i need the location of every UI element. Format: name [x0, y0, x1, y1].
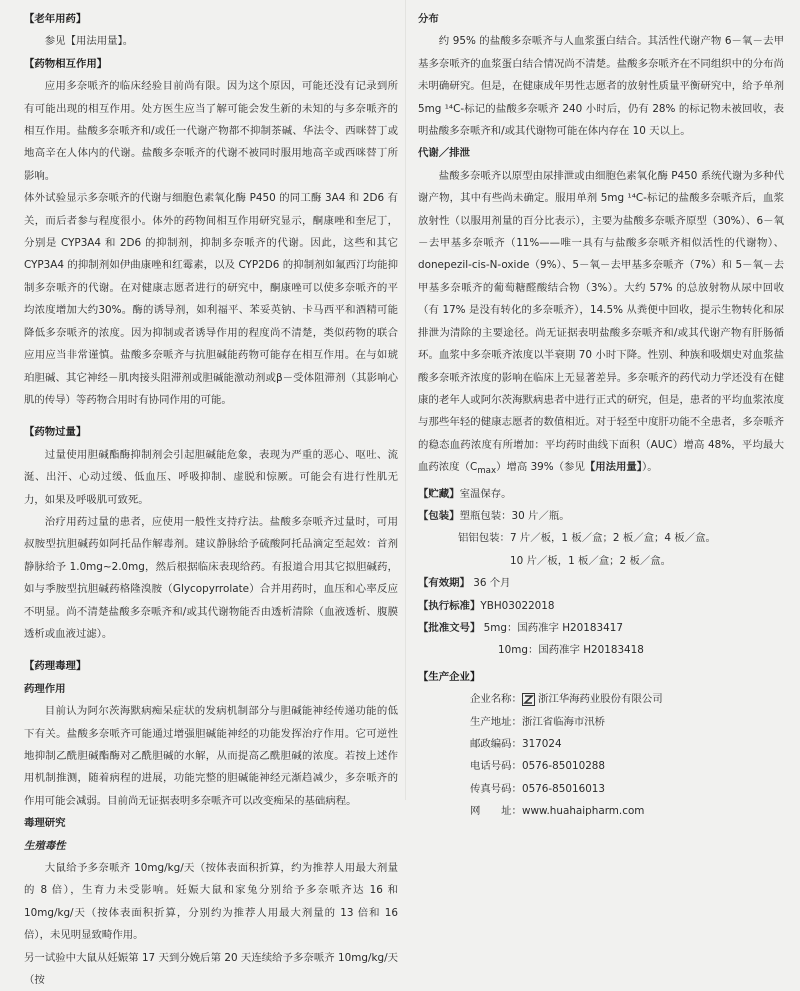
phone-label: 电话号码： — [470, 760, 522, 773]
pharmacology-title: 药理作用 — [24, 682, 66, 695]
overdose-section — [24, 421, 398, 645]
fax-value: 0576-85016013 — [521, 782, 606, 795]
validity-value: 36 个月 — [473, 577, 511, 590]
fax-row — [418, 778, 784, 800]
toxicology-title: 毒理研究 — [24, 817, 66, 830]
page-fold — [405, 0, 406, 800]
approval-label: 【批准文号】 — [418, 622, 481, 635]
website-row — [418, 800, 784, 822]
overdose-para-1: 过量使用胆碱酯酶抑制剂会引起胆碱能危象，表现为严重的恶心、呕吐、流涎、出汗、心动过缓、低血压、呼吸抑制、虚脱和惊厥。可能会有进行性肌无力，如果及呼吸肌可致死。 — [24, 448, 398, 506]
company-logo-icon — [522, 693, 535, 706]
pharm-tox-header: 【药理毒理】 — [24, 660, 87, 673]
metabolism-text-body: 盐酸多奈哌齐以原型由尿排泄或由细胞色素氧化酶 P450 系统代谢为多种代谢产物，其中有些尚未确定。服用单剂 5mg ¹⁴C-标记的盐酸多奈哌齐后，血浆放射性（以服用剂量的百分比表示），主要为盐酸多奈哌齐原型（30%）、6－氧－去甲基多奈哌齐（11%——唯一具有与盐酸多奈哌齐相似活性的代谢物）、donepezil-cis-N-oxide（9%）、5－氧－去甲基多奈哌齐（7%）和 5－氧－去甲基多奈哌齐的葡萄糖醛酸结合物（3%）。大约 57% 的总放射物从尿中回收（有 17% 是没有转化的多奈哌齐），14.5% 从粪便中回收，提示生物转化和尿排泄为清除的主要途径。尚无证据表明盐酸多奈哌齐和/或其代谢产物有肝肠循环。血浆中多奈哌齐浓度以半衰期 70 小时下降。性别、种族和吸烟史对血浆盐酸多奈哌齐浓度的影响在临床上无显著差异。多奈哌齐的药代动力学还没有在健康的老年人或阿尔茨海默病患者中进行正式的研究，但是，患者的平均血浆浓度与那些年轻的健康志愿者的数值相近。对于轻至中度肝功能不全患者，多奈哌齐的稳态血药浓度有所增加：平均药时曲线下面积（AUC）增高 48%，平均最大血药浓度（C — [418, 169, 784, 474]
approval-row — [418, 617, 784, 639]
interactions-para-2: 体外试验显示多奈哌齐的代谢与细胞色素氧化酶 P450 的同工酶 3A4 和 2D6 有关，而后者参与程度很小。体外的药物间相互作用研究显示，酮康唑和奎尼丁，分别是 CYP3A4 和 2D6 的抑制剂，抑制多奈哌齐的代谢。因此，这些和其它 CYP3A4 的抑制剂如伊曲康唑和红霉素，以及 CYP2D6 的抑制剂如氟西汀均能抑制多奈哌齐的代谢。在对健康志愿者进行的研究中，酮康唑可以使多奈哌齐的平均浓度增加大约30%。酶的诱导剂，如利福平、苯妥英钠、卡马西平和酒精可能降低多奈哌齐的浓度。因为抑制或者诱导作用的程度尚不清楚，类似药物的联合应用应当非常谨慎。盐酸多奈哌齐与抗胆碱能药物可能存在相互作用。在与如琥珀胆碱、其它神经－肌肉接头阻滞剂或胆碱能激动剂或β－受体阻滞剂（其影响心肌的传导）等药物合用时有协同作用的可能。 — [24, 192, 398, 406]
metabolism-ref: 【用法用量】 — [584, 461, 642, 474]
metabolism-section — [418, 142, 784, 482]
repro-title: 生殖毒性 — [24, 839, 66, 852]
postcode-value: 317024 — [521, 738, 562, 751]
phone-value: 0576-85010288 — [521, 760, 606, 773]
interactions-header: 【药物相互作用】 — [24, 57, 108, 70]
website-label: 网 址： — [470, 805, 522, 818]
packaging-line-3: 10 片／板，1 板／盒；2 板／盒。 — [510, 554, 672, 567]
packaging-line-1: 塑瓶包装：30 片／瓶。 — [459, 510, 570, 523]
overdose-header: 【药物过量】 — [24, 426, 87, 439]
pharmacology-text: 目前认为阿尔茨海默病痴呆症状的发病机制部分与胆碱能神经传递功能的低下有关。盐酸多奈哌齐可能通过增强胆碱能神经的功能发挥治疗作用。它可逆性地抑制乙酰胆碱酯酶对乙酰胆碱的水解，从而提高乙酰胆碱的浓度。若按上述作用机制推测，随着病程的进展，功能完整的胆碱能神经元渐趋减少，多奈哌齐的作用可能会减弱。目前尚无证据表明多奈哌齐可以改变痴呆的基础病程。 — [24, 705, 398, 807]
phone-row — [418, 755, 784, 777]
company-name-value: 浙江华海药业股份有限公司 — [537, 693, 663, 706]
manufacturer-header: 【生产企业】 — [418, 670, 481, 683]
repro-text: 大鼠给予多奈哌齐 10mg/kg/天（按体表面积折算，约为推荐人用最大剂量的 8 倍），生育力未受影响。妊娠大鼠和家兔分别给予多奈哌齐达 16 和 10mg/kg/天（按体表面积折算，分别约为推荐人用最大剂量的 13 倍和 16 倍），未见明显致畸作用。 — [24, 862, 398, 942]
metabolism-text — [418, 165, 784, 483]
storage-value: 室温保存。 — [459, 487, 512, 500]
distribution-text: 约 95% 的盐酸多奈哌齐与人血浆蛋白结合。其活性代谢产物 6－氧－去甲基多奈哌齐的血浆蛋白结合情况尚不清楚。盐酸多奈哌齐在不同组织中的分布尚未明确研究。但是，在健康成年男性志愿者的放射性质量平衡研究中，给予单剂 5mg ¹⁴C-标记的盐酸多奈哌齐 240 小时后，仍有 28% 的标记物未被回收，表明盐酸多奈哌齐和/或其代谢物可能在体内存在 10 天以上。 — [418, 35, 784, 138]
pharm-tox-section — [24, 655, 398, 991]
standard-row — [418, 595, 784, 617]
address-value: 浙江省临海市汛桥 — [521, 715, 606, 728]
elderly-section — [24, 8, 398, 53]
company-name-row — [418, 688, 784, 710]
approval-line-2: 10mg：国药准字 H20183418 — [498, 644, 644, 657]
validity-row — [418, 572, 784, 594]
metabolism-text-tail: ）增高 39%（参见 — [496, 461, 585, 474]
repro-last-line: 另一试验中大鼠从妊娠第 17 天到分娩后第 20 天连续给予多奈哌齐 10mg/kg/天（按 — [24, 951, 398, 987]
storage-row — [418, 483, 784, 505]
standard-label: 【执行标准】 — [418, 599, 481, 612]
validity-label: 【有效期】 — [418, 577, 470, 590]
overdose-para-2: 治疗用药过量的患者，应使用一般性支持疗法。盐酸多奈哌齐过量时，可用叔胺型抗胆碱药如阿托品作解毒剂。建议静脉给予硫酸阿托品滴定至起效：首剂静脉给予 1.0mg~2.0mg，然后根据临床表现给药。有报道合用其它拟胆碱药，如与季胺型抗胆碱药格隆溴胺（Glycopyrrolate）合并用药时，血压和心率反应不明显。尚不清楚盐酸多奈哌齐和/或其代谢物能否由透析清除（血液透析、腹膜透析或血液过滤）。 — [24, 515, 398, 640]
website-value: www.huahaipharm.com — [521, 805, 645, 818]
metabolism-title: 代谢／排泄 — [418, 147, 470, 160]
storage-label: 【贮藏】 — [418, 487, 460, 500]
interactions-section — [24, 53, 398, 412]
standard-value: YBH03022018 — [480, 599, 555, 612]
postcode-label: 邮政编码： — [470, 738, 522, 751]
left-column — [24, 8, 398, 991]
fax-label: 传真号码： — [470, 782, 522, 795]
interactions-para-1: 应用多奈哌齐的临床经验目前尚有限。因为这个原因，可能还没有记录到所有可能出现的相互作用。处方医生应当了解可能会发生新的未知的与多奈哌齐的相互作用。盐酸多奈哌齐和/或任一代谢产物都不抑制茶碱、华法令、西咪替丁或地高辛在人体内的代谢。盐酸多奈哌齐的代谢不被同时服用地高辛或西咪替丁所影响。 — [24, 80, 398, 182]
postcode-row — [418, 733, 784, 755]
elderly-header: 【老年用药】 — [24, 13, 87, 25]
packaging-line-2: 铝铝包装：7 片／板，1 板／盒；2 板／盒；4 板／盒。 — [458, 532, 716, 545]
metabolism-text-end: ）。 — [642, 461, 658, 474]
distribution-title: 分布 — [418, 13, 439, 25]
address-row — [418, 711, 784, 733]
company-name-label: 企业名称： — [470, 693, 522, 706]
distribution-section — [418, 8, 784, 142]
address-label: 生产地址： — [470, 715, 522, 728]
packaging-label: 【包装】 — [418, 510, 460, 523]
elderly-text: 参见【用法用量】。 — [44, 35, 134, 48]
right-column — [418, 8, 784, 823]
packaging-row — [418, 505, 784, 527]
cmax-subscript: max — [477, 466, 497, 477]
approval-line-1: 5mg：国药准字 H20183417 — [483, 622, 623, 635]
